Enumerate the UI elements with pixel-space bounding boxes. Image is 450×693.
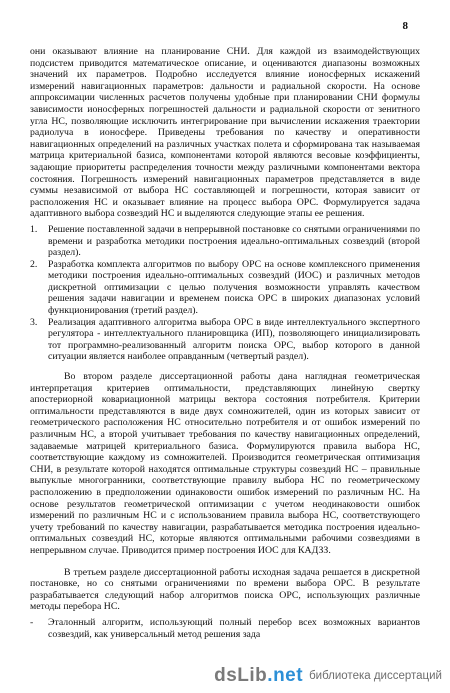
watermark (214, 665, 442, 687)
page-number: 8 (402, 20, 408, 32)
section3-paragraph: В третьем разделе диссертационной работы исходная задача решается в дискретной постановке, но со снятыми ограничениями по времени выбора ОРС. В результате разрабатывается следующий набор алгоритмов поиска ОРС, использующих различные методы перебора НС. (30, 566, 420, 613)
document-body (30, 46, 420, 640)
list-item (30, 224, 420, 259)
list-item (30, 617, 420, 640)
list-item-text: Реализация адаптивного алгоритма выбора ОРС в виде интеллектуального экспертного регулятора - интеллектуального планировщика (ИП), позволяющего инициализировать тот программно-реализованный алгоритм поиска ОРС, выбор которого в данной ситуации является наиболее оправданным (четвертый раздел). (48, 316, 420, 363)
algorithms-list (30, 617, 420, 640)
list-item-number: 3. (30, 316, 38, 328)
list-item-text: Эталонный алгоритм, использующий полный перебор всех возможных вариантов созвездий, как универсальный метод решения зада (48, 616, 420, 640)
list-item-bullet: - (30, 616, 34, 628)
watermark-caption: библиотека диссертаций (309, 670, 442, 682)
watermark-logo-suffix: .net (267, 665, 304, 686)
stages-list (30, 224, 420, 363)
paragraph-gap (30, 557, 420, 567)
list-item-text: Разработка комплекта алгоритмов по выбору ОРС на основе комплексного применения методики построения идеально-оптимальных созвездий (ИОС) и различных методов дискретной оптимизации с целью получения возможности управлять качеством решения задачи навигации и временем поиска ОРС в широких диапазонах условий функционирования (третий раздел). (48, 258, 420, 317)
intro-paragraph: они оказывают влияние на планирование СНИ. Для каждой из взаимодействующих подсистем приводится математическое описание, и оцениваются диапазоны возможных значений их параметров. Подробно исследуется влияние ионосферных искажений измерений навигационных параметров: дальности и радиальной скорости. На основе аппроксимации численных расчетов получены удобные при планировании СНИ формулы зависимости ионосферных погрешностей дальности и радиальной скорости от зенитного угла НС, позволяющие исключить интегрирование при вычислении искажения траектории радиолуча в ионосфере. Приведены требования по качеству и оперативности навигационных определений на различных участках полета и сформирована так называемая матрица критериальной базиса, компонентами которой являются весовые коэффициенты, задающие приоритеты распределения точности между различными компонентами вектора состояния. Погрешность измерений навигационных параметров представляется в виде суммы независимой от выбора НС составляющей и погрешности, которая зависит от расположения НС и оказывает влияние на процесс выбора ОРС. Формулируется задача адаптивного выбора созвездий НС и выделяются следующие этапы ее решения. (30, 46, 420, 220)
section2-paragraph: Во втором разделе диссертационной работы дана наглядная геометрическая интерпретация критериев оптимальности, представляющих линейную свертку апостериорной ковариационной матрицы вектора состояния потребителя. Критерии оптимальности представляются в виде двух сомножителей, один из которых зависит от геометрического расположения НС относительно потребителя и от ошибок измерений по различным НС, а второй учитывает требования по качеству навигационных определений, задаваемые матрицей критериального базиса. Формулируются правила выбора НС, соответствующие каждому из сомножителей. Производится геометрическая оптимизация СНИ, в результате которой находятся оптимальные структуры созвездий НС – правильные выпуклые многогранники, соответствующие правилу выбора НС по геометрическому расположению в предположении одинаковости ошибок измерений по различным НС. На основе результатов геометрической оптимизации с учетом неодинаковости ошибок измерений по различным НС и с использованием правила выбора НС, соответствующего учету требований по качеству навигации, разрабатывается методика построения идеально-оптимальных созвездий НС, которые являются оптимальными рабочими созвездиями в непрерывном случае. Приводится пример построения ИОС для КАДЗЗ. (30, 371, 420, 556)
list-item-number: 2. (30, 258, 38, 270)
watermark-logo (214, 665, 303, 687)
list-item (30, 317, 420, 363)
list-item-number: 1. (30, 223, 38, 235)
list-item-text: Решение поставленной задачи в непрерывной постановке со снятыми ограничениями по времени и разработка методики построения идеально-оптимальных созвездий (второй раздел). (48, 223, 420, 259)
watermark-logo-prefix: dsLib (214, 665, 268, 686)
list-item (30, 259, 420, 317)
